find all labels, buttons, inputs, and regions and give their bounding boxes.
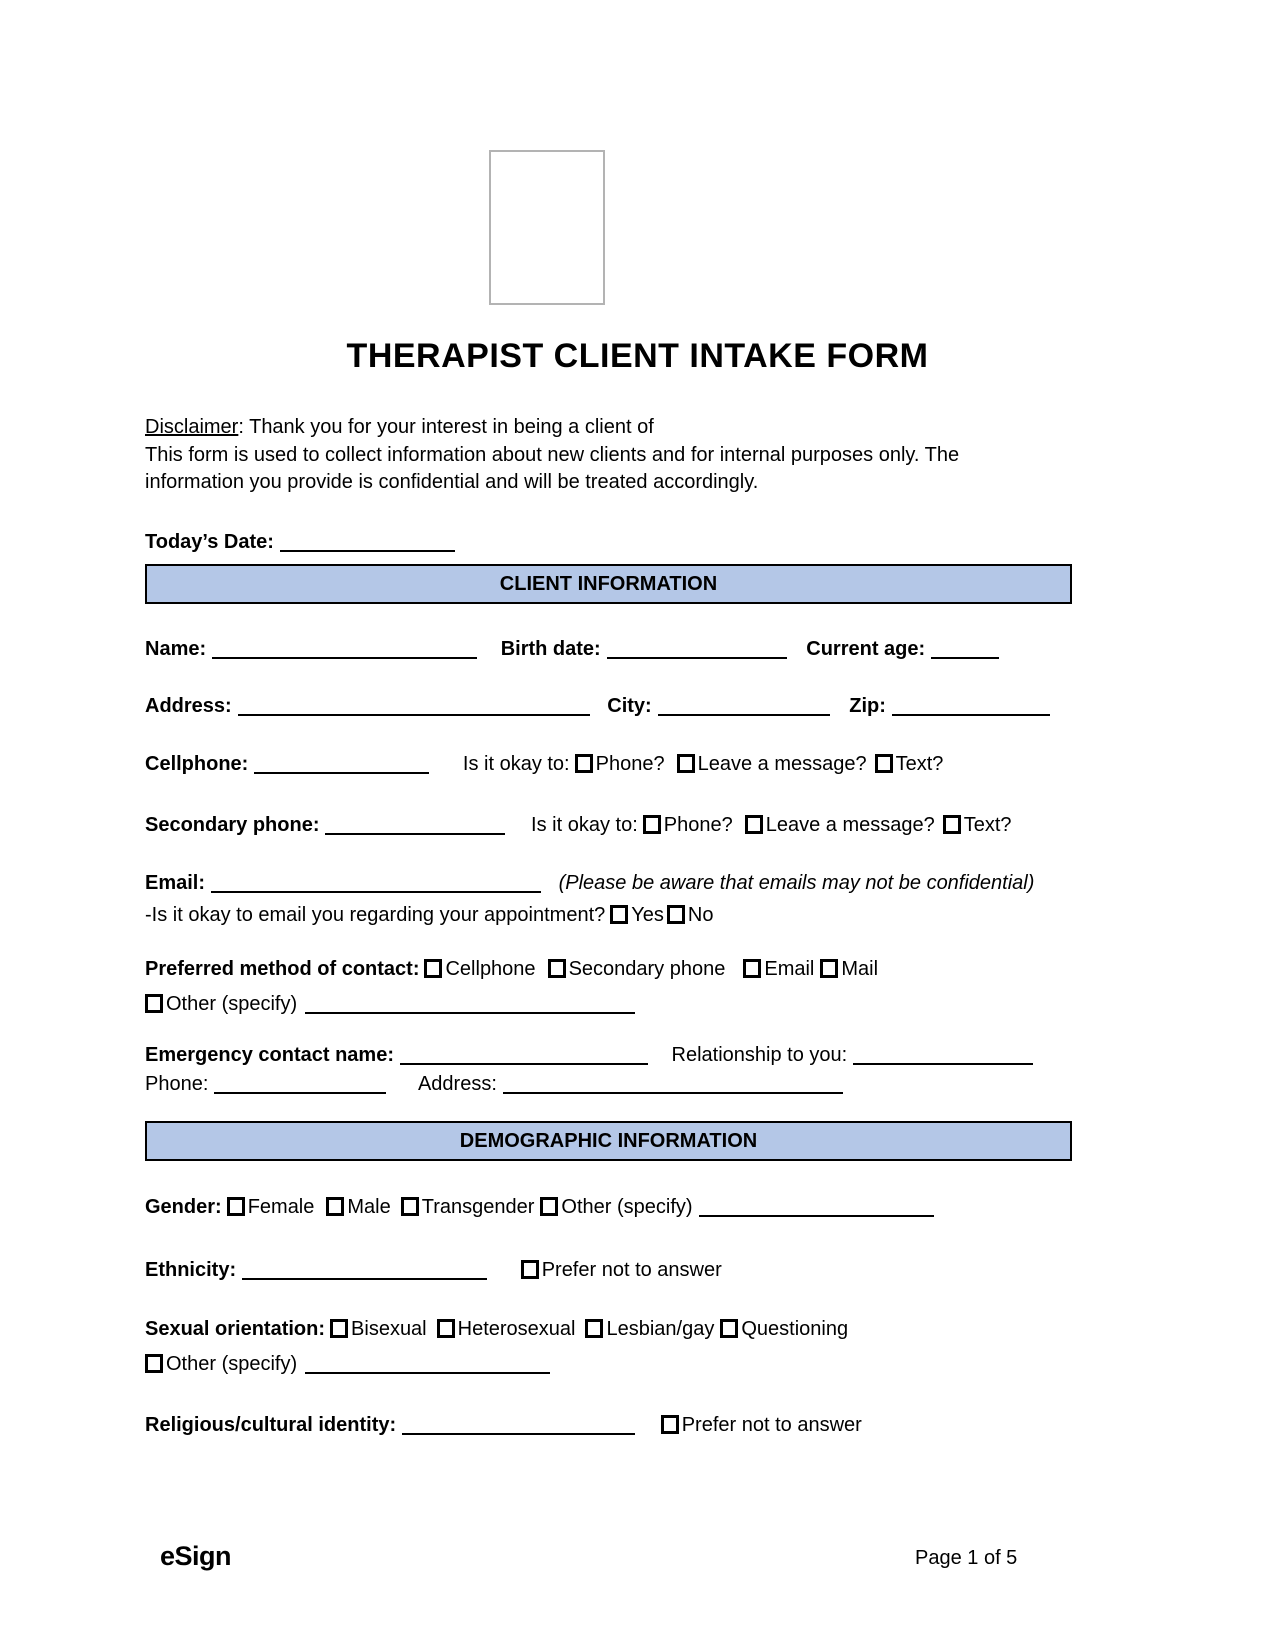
preferred-mail-checkbox[interactable] [820, 959, 838, 978]
gender-label: Gender: [145, 1196, 222, 1218]
preferred-contact-row [145, 958, 878, 981]
todays-date-input-line[interactable] [280, 534, 455, 552]
preferred-secondary-checkbox[interactable] [548, 959, 566, 978]
secondary-message-checkbox[interactable] [745, 815, 763, 834]
orientation-other-input-line[interactable] [305, 1356, 550, 1374]
disclaimer-line-3: information you provide is confidential and will be treated accordingly. [145, 471, 759, 493]
page-number: Page 1 of 5 [915, 1547, 1018, 1569]
sexual-orientation-row [145, 1318, 848, 1341]
email-okay-yes-checkbox[interactable] [610, 905, 628, 924]
orientation-other-checkbox[interactable] [145, 1354, 163, 1373]
ethnicity-prefer-not-label: Prefer not to answer [541, 1259, 722, 1281]
preferred-other-row [145, 993, 635, 1016]
preferred-contact-label: Preferred method of contact: [145, 958, 420, 980]
gender-other-label: Other (specify) [561, 1196, 693, 1218]
orientation-heterosexual-checkbox[interactable] [437, 1319, 455, 1338]
religious-prefer-not-checkbox[interactable] [661, 1415, 679, 1434]
disclaimer-paragraph [145, 414, 1065, 497]
email-okay-no-checkbox[interactable] [667, 905, 685, 924]
cellphone-phone-option: Phone? [595, 753, 665, 775]
emergency-contact-label: Emergency contact name: [145, 1044, 394, 1066]
cellphone-row [145, 753, 943, 776]
religious-identity-row [145, 1414, 862, 1437]
preferred-email-option: Email [764, 958, 815, 980]
religious-identity-label: Religious/cultural identity: [145, 1414, 397, 1436]
preferred-cellphone-checkbox[interactable] [424, 959, 442, 978]
emergency-address-label: Address: [417, 1073, 497, 1095]
email-row [145, 872, 1034, 895]
preferred-other-checkbox[interactable] [145, 994, 163, 1013]
preferred-other-input-line[interactable] [305, 996, 635, 1014]
zip-label: Zip: [849, 695, 886, 717]
cellphone-input-line[interactable] [254, 756, 429, 774]
address-row [145, 695, 1050, 718]
emergency-contact-input-line[interactable] [400, 1047, 648, 1065]
secondary-phone-label: Secondary phone: [145, 814, 320, 836]
todays-date-row [145, 531, 455, 554]
secondary-phone-checkbox[interactable] [643, 815, 661, 834]
emergency-contact-row [145, 1044, 1033, 1067]
secondary-text-option: Text? [963, 814, 1012, 836]
address-input-line[interactable] [238, 698, 590, 716]
orientation-bisexual-option: Bisexual [351, 1318, 427, 1340]
page-title: THERAPIST CLIENT INTAKE FORM [346, 337, 929, 375]
email-okay-yes-label: Yes [631, 904, 664, 926]
section-header-demographic-information: DEMOGRAPHIC INFORMATION [145, 1121, 1072, 1161]
gender-row [145, 1196, 934, 1219]
email-okay-no-label: No [687, 904, 714, 926]
current-age-label: Current age: [806, 638, 926, 660]
secondary-okay-label: Is it okay to: [531, 814, 638, 836]
preferred-other-label: Other (specify) [166, 993, 298, 1015]
gender-transgender-option: Transgender [421, 1196, 535, 1218]
gender-female-checkbox[interactable] [227, 1197, 245, 1216]
email-okay-question: -Is it okay to email you regarding your appointment? [145, 904, 606, 926]
logo-placeholder-box [489, 150, 605, 305]
secondary-text-checkbox[interactable] [943, 815, 961, 834]
relationship-label: Relationship to you: [671, 1044, 848, 1066]
esign-logo: eSign [160, 1541, 232, 1571]
city-label: City: [607, 695, 652, 717]
orientation-questioning-option: Questioning [741, 1318, 849, 1340]
cellphone-text-option: Text? [895, 753, 944, 775]
religious-prefer-not-label: Prefer not to answer [681, 1414, 862, 1436]
disclaimer-line-1 [145, 414, 1065, 442]
todays-date-label: Today’s Date: [145, 531, 274, 553]
orientation-other-row [145, 1353, 550, 1376]
cellphone-message-checkbox[interactable] [677, 754, 695, 773]
email-okay-row [145, 904, 713, 927]
gender-transgender-checkbox[interactable] [401, 1197, 419, 1216]
name-input-line[interactable] [212, 641, 477, 659]
name-label: Name: [145, 638, 207, 660]
ethnicity-prefer-not-checkbox[interactable] [521, 1260, 539, 1279]
preferred-secondary-option: Secondary phone [568, 958, 726, 980]
cellphone-okay-label: Is it okay to: [462, 753, 570, 775]
cellphone-text-checkbox[interactable] [875, 754, 893, 773]
orientation-bisexual-checkbox[interactable] [330, 1319, 348, 1338]
preferred-cellphone-option: Cellphone [445, 958, 536, 980]
cellphone-label: Cellphone: [145, 753, 249, 775]
sexual-orientation-label: Sexual orientation: [145, 1318, 326, 1340]
emergency-phone-input-line[interactable] [214, 1076, 386, 1094]
birth-date-label: Birth date: [500, 638, 601, 660]
cellphone-phone-checkbox[interactable] [575, 754, 593, 773]
disclaimer-line-2: This form is used to collect information about new clients and for internal purposes only. The [145, 443, 960, 466]
secondary-phone-input-line[interactable] [325, 817, 505, 835]
orientation-questioning-checkbox[interactable] [720, 1319, 738, 1338]
section-header-client-information: CLIENT INFORMATION [145, 564, 1072, 604]
address-label: Address: [145, 695, 232, 717]
emergency-address-input-line[interactable] [503, 1076, 843, 1094]
cellphone-message-option: Leave a message? [697, 753, 867, 775]
secondary-message-option: Leave a message? [765, 814, 935, 836]
email-input-line[interactable] [211, 875, 541, 893]
zip-input-line[interactable] [892, 698, 1050, 716]
birth-date-input-line[interactable] [607, 641, 787, 659]
orientation-other-label: Other (specify) [166, 1353, 298, 1375]
secondary-phone-row [145, 814, 1012, 837]
orientation-heterosexual-option: Heterosexual [457, 1318, 576, 1340]
city-input-line[interactable] [658, 698, 830, 716]
gender-other-input-line[interactable] [699, 1199, 934, 1217]
gender-other-checkbox[interactable] [540, 1197, 558, 1216]
current-age-input-line[interactable] [931, 641, 999, 659]
emergency-phone-address-row [145, 1073, 843, 1096]
orientation-lesbian-gay-checkbox[interactable] [585, 1319, 603, 1338]
disclaimer-intro: : Thank you for your interest in being a client of [238, 416, 654, 438]
orientation-lesbian-gay-option: Lesbian/gay [606, 1318, 715, 1340]
relationship-input-line[interactable] [853, 1047, 1033, 1065]
ethnicity-row [145, 1259, 722, 1282]
emergency-phone-label: Phone: [145, 1073, 209, 1095]
gender-male-checkbox[interactable] [326, 1197, 344, 1216]
gender-male-option: Male [347, 1196, 391, 1218]
ethnicity-label: Ethnicity: [145, 1259, 237, 1281]
secondary-phone-option: Phone? [663, 814, 733, 836]
email-label: Email: [145, 872, 206, 894]
preferred-mail-option: Mail [841, 958, 879, 980]
disclaimer-label: Disclaimer [145, 416, 239, 438]
name-row [145, 638, 999, 661]
email-confidential-note: (Please be aware that emails may not be confidential) [558, 872, 1035, 894]
ethnicity-input-line[interactable] [242, 1262, 487, 1280]
preferred-email-checkbox[interactable] [743, 959, 761, 978]
religious-identity-input-line[interactable] [402, 1417, 635, 1435]
gender-female-option: Female [247, 1196, 315, 1218]
